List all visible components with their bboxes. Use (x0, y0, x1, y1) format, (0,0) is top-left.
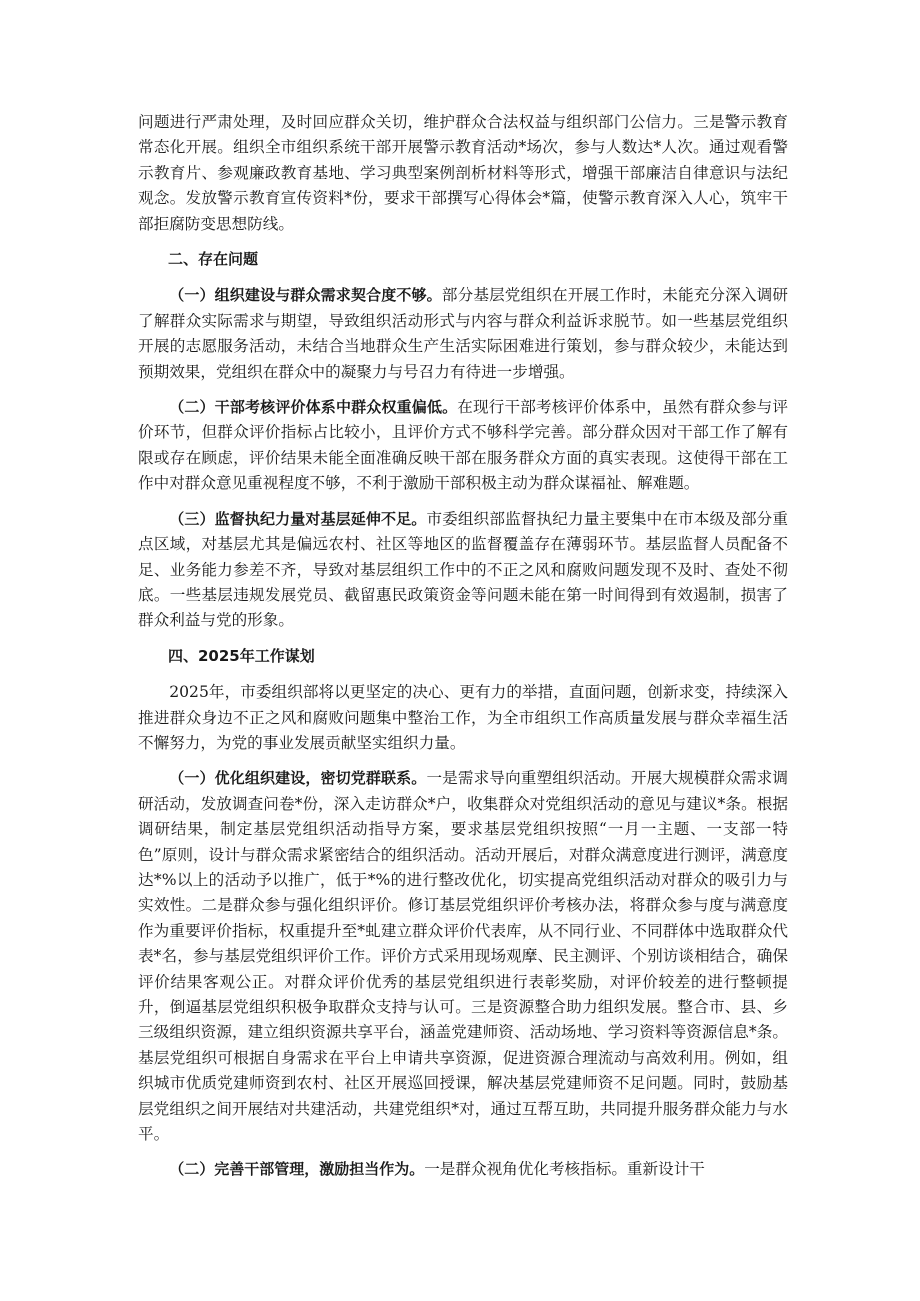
plan-2-body: 一是群众视角优化考核指标。重新设计干 (424, 1160, 705, 1179)
problem-paragraph-2 (138, 395, 788, 497)
intro-paragraph: 问题进行严肃处理，及时回应群众关切，维护群众合法权益与组织部门公信力。三是警示教育常态化开展。组织全市组织系统干部开展警示教育活动*场次，参与人数达*人次。通过观看警示教育片、参观廉政教育基地、学习典型案例剖析材料等形式，增强干部廉洁自律意识与法纪观念。发放警示教育宣传资料*份，要求干部撰写心得体会*篇，使警示教育深入人心，筑牢干部拒腐防变思想防线。 (138, 113, 788, 233)
plan-paragraph-1 (138, 766, 788, 1147)
problem-2-body: 在现行干部考核评价体系中，虽然有群众参与评价环节，但群众评价指标占比较小，且评价方式不够科学完善。部分群众因对干部工作了解有限或存在顾虑，评价结果未能全面准确反映干部在服务群众方面的真实表现。这使得干部在工作中对群众意见重视程度不够，不利于激励干部积极主动为群众谋福祉、解难题。 (138, 398, 788, 493)
problem-paragraph-3 (138, 507, 788, 634)
plan-2-lead: （二）完善干部管理，激励担当作为。 (169, 1160, 425, 1179)
problem-2-lead: （二）干部考核评价体系中群众权重偏低。 (169, 398, 458, 417)
plan-intro-paragraph: 2025年，市委组织部将以更坚定的决心、更有力的举措，直面问题，创新求变，持续深入推进群众身边不正之风和腐败问题集中整治工作，为全市组织工作高质量发展与群众幸福生活不懈努力，为党的事业发展贡献坚实组织力量。 (138, 683, 788, 752)
problem-3-lead: （三）监督执纪力量对基层延伸不足。 (169, 509, 427, 528)
plan-paragraph-2 (138, 1157, 788, 1182)
section-heading-plan: 四、2025年工作谋划 (168, 646, 315, 665)
problem-1-body: 部分基层党组织在开展工作时，未能充分深入调研了解群众实际需求与期望，导致组织活动形式与内容与群众利益诉求脱节。如一些基层党组织开展的志愿服务活动，未结合当地群众生产生活实际困难进行策划，参与群众较少，未能达到预期效果，党组织在群众中的凝聚力与号召力有待进一步增强。 (138, 286, 788, 381)
plan-1-lead: （一）优化组织建设，密切党群联系。 (169, 769, 427, 788)
problem-paragraph-1 (138, 283, 788, 385)
problem-1-lead: （一）组织建设与群众需求契合度不够。 (169, 286, 442, 305)
document-body (138, 110, 788, 1193)
plan-1-body: 一是需求导向重塑组织活动。开展大规模群众需求调研活动，发放调查问卷*份，深入走访群众*户，收集群众对党组织活动的意见与建议*条。根据调研结果，制定基层党组织活动指导方案，要求基层党组织按照“一月一主题、一支部一特色”原则，设计与群众需求紧密结合的组织活动。活动开展后，对群众满意度进行测评，满意度达*%以上的活动予以推广，低于*%的进行整改优化，切实提高党组织活动对群众的吸引力与实效性。二是群众参与强化组织评价。修订基层党组织评价考核办法，将群众参与度与满意度作为重要评价指标，权重提升至*虬建立群众评价代表库，从不同行业、不同群体中选取群众代表*名，参与基层党组织评价工作。评价方式采用现场观摩、民主测评、个别访谈相结合，确保评价结果客观公正。对群众评价优秀的基层党组织进行表彰奖励，对评价较差的进行整顿提升，倒逼基层党组织积极争取群众支持与认可。三是资源整合助力组织发展。整合市、县、乡三级组织资源，建立组织资源共享平台，涵盖党建师资、活动场地、学习资料等资源信息*条。基层党组织可根据自身需求在平台上申请共享资源，促进资源合理流动与高效利用。例如，组织城市优质党建师资到农村、社区开展巡回授课，解决基层党建师资不足问题。同时，鼓励基层党组织之间开展结对共建活动，共建党组织*对，通过互帮互助，共同提升服务群众能力与水平。 (138, 769, 788, 1144)
problem-3-body: 市委组织部监督执纪力量主要集中在市本级及部分重点区域，对基层尤其是偏远农村、社区等地区的监督覆盖存在薄弱环节。基层监督人员配备不足、业务能力参差不齐，导致对基层组织工作中的不正之风和腐败问题发现不及时、查处不彻底。一些基层违规发展党员、截留惠民政策资金等问题未能在第一时间得到有效遏制，损害了群众利益与党的形象。 (138, 509, 788, 630)
section-heading-problems: 二、存在问题 (168, 250, 259, 269)
